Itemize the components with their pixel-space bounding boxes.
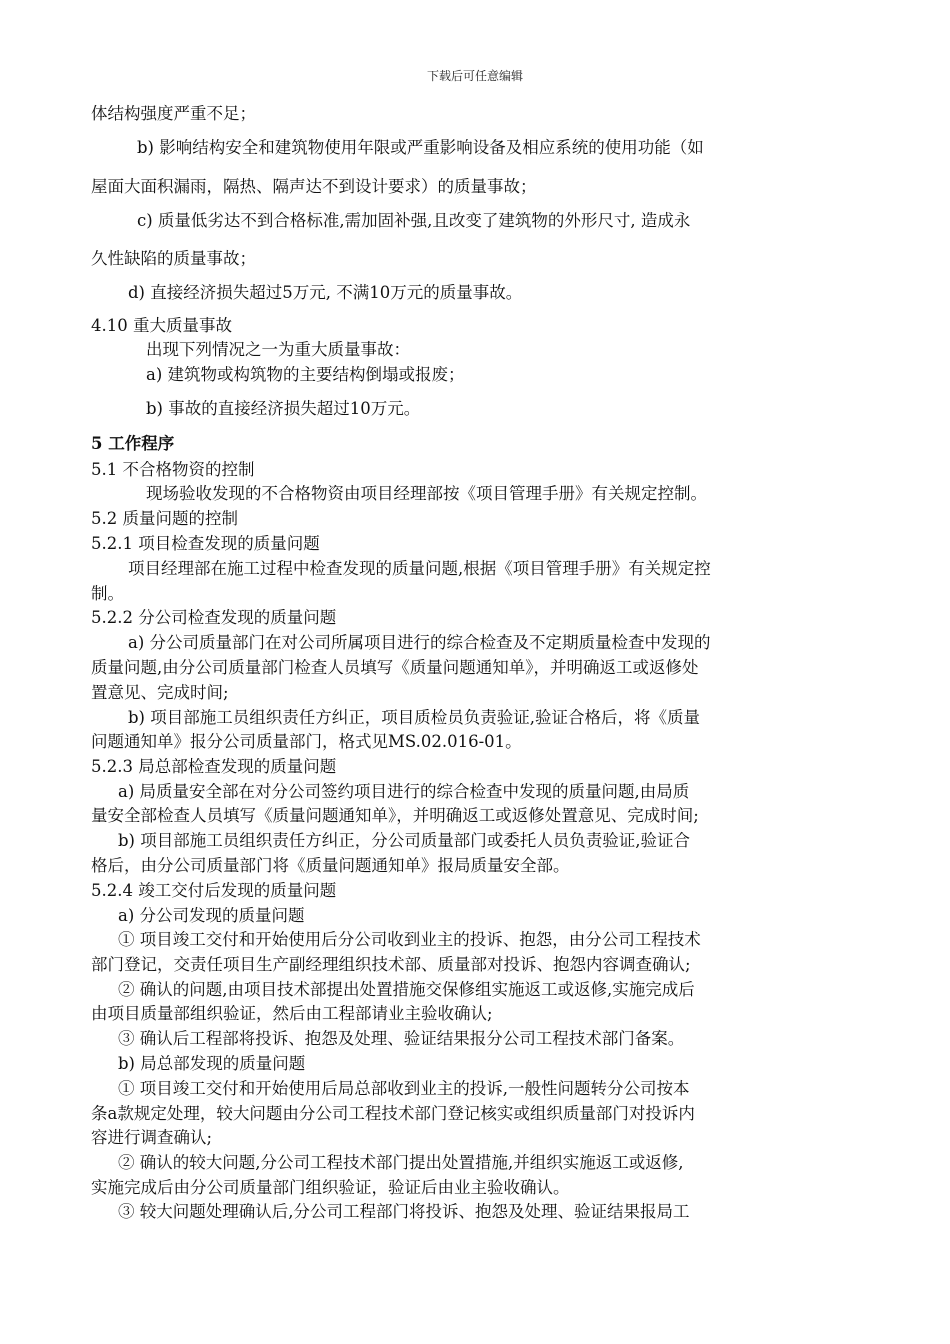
text-line: b) 局总部发现的质量问题: [118, 1054, 306, 1073]
text-line: 屋面大面积漏雨，隔热、隔声达不到设计要求）的质量事故；: [91, 177, 537, 196]
section-heading: 4.10 重大质量事故: [91, 316, 232, 335]
text-line: ② 确认的问题,由项目技术部提出处置措施交保修组实施返工或返修,实施完成后: [118, 980, 695, 999]
text-line: 问题通知单》报分公司质量部门，格式见MS.02.016-01。: [91, 732, 522, 751]
text-line: ① 项目竣工交付和开始使用后分公司收到业主的投诉、抱怨，由分公司工程技术: [118, 930, 701, 949]
section-heading: 5.2 质量问题的控制: [91, 509, 238, 528]
page-header: 下载后可任意编辑: [426, 69, 523, 83]
text-line: b) 事故的直接经济损失超过10万元。: [146, 399, 421, 418]
section-heading: 5.2.3 局总部检查发现的质量问题: [91, 757, 337, 776]
text-line: a) 局质量安全部在对分公司签约项目进行的综合检查中发现的质量问题,由局质: [118, 782, 690, 801]
text-line: a) 分公司发现的质量问题: [118, 906, 305, 925]
text-line: a) 建筑物或构筑物的主要结构倒塌或报废；: [146, 365, 465, 384]
text-line: 项目经理部在施工过程中检查发现的质量问题,根据《项目管理手册》有关规定控: [128, 559, 711, 578]
text-line: ② 确认的较大问题,分公司工程技术部门提出处置措施,并组织实施返工或返修,: [118, 1153, 684, 1172]
text-line: 现场验收发现的不合格物资由项目经理部按《项目管理手册》有关规定控制。: [146, 484, 707, 503]
text-line: 久性缺陷的质量事故；: [91, 249, 256, 268]
text-line: 体结构强度严重不足；: [91, 104, 256, 123]
text-line: ③ 较大问题处理确认后,分公司工程部门将投诉、抱怨及处理、验证结果报局工: [118, 1202, 690, 1221]
text-line: 格后，由分公司质量部门将《质量问题通知单》报局质量安全部。: [91, 856, 570, 875]
section-heading: 5.2.2 分公司检查发现的质量问题: [91, 608, 337, 627]
text-line: 实施完成后由分公司质量部门组织验证，验证后由业主验收确认。: [91, 1178, 570, 1197]
text-line: ① 项目竣工交付和开始使用后局总部收到业主的投诉,一般性问题转分公司按本: [118, 1079, 690, 1098]
text-line: 由项目质量部组织验证，然后由工程部请业主验收确认;: [91, 1004, 493, 1023]
section-heading: 5.2.4 竣工交付后发现的质量问题: [91, 881, 337, 900]
text-line: 容进行调查确认;: [91, 1128, 213, 1147]
text-line: a) 分公司质量部门在对公司所属项目进行的综合检查及不定期质量检查中发现的: [128, 633, 711, 652]
text-line: 制。: [91, 584, 124, 603]
text-line: ③ 确认后工程部将投诉、抱怨及处理、验证结果报分公司工程技术部门备案。: [118, 1029, 685, 1048]
text-line: c) 质量低劣达不到合格标准,需加固补强,且改变了建筑物的外形尺寸, 造成永: [137, 211, 691, 230]
text-line: 条a款规定处理，较大问题由分公司工程技术部门登记核实或组织质量部门对投诉内: [91, 1104, 695, 1123]
section-heading: 5.1 不合格物资的控制: [91, 460, 255, 479]
text-line: 置意见、完成时间;: [91, 683, 229, 702]
text-line: 质量问题,由分公司质量部门检查人员填写《质量问题通知单》，并明确返工或返修处: [91, 658, 699, 677]
text-line: b) 影响结构安全和建筑物使用年限或严重影响设备及相应系统的使用功能（如: [137, 138, 704, 157]
text-line: d) 直接经济损失超过5万元, 不满10万元的质量事故。: [128, 283, 523, 302]
text-line: 出现下列情况之一为重大质量事故：: [146, 340, 410, 359]
text-line: 量安全部检查人员填写《质量问题通知单》，并明确返工或返修处置意见、完成时间;: [91, 806, 699, 825]
text-line: b) 项目部施工员组织责任方纠正，项目质检员负责验证,验证合格后，将《质量: [128, 708, 700, 727]
chapter-heading: 5 工作程序: [91, 434, 175, 453]
text-line: b) 项目部施工员组织责任方纠正，分公司质量部门或委托人员负责验证,验证合: [118, 831, 690, 850]
section-heading: 5.2.1 项目检查发现的质量问题: [91, 534, 320, 553]
text-line: 部门登记，交责任项目生产副经理组织技术部、质量部对投诉、抱怨内容调查确认;: [91, 955, 691, 974]
